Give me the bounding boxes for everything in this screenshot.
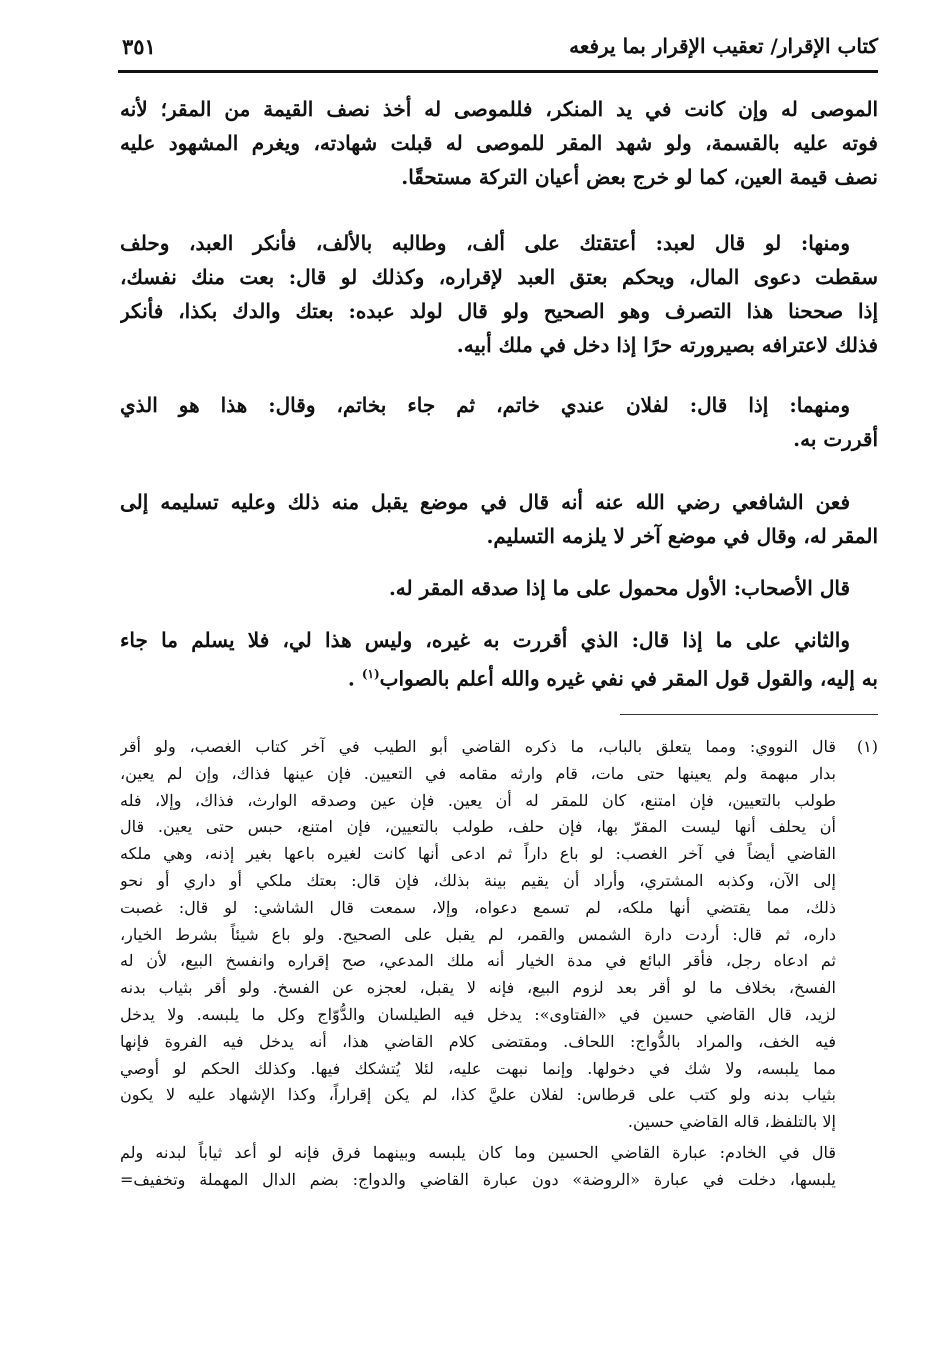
footnote-line: إلا بالتلفظ، قاله القاضي حسين. <box>627 1112 836 1132</box>
footnote-line: لزيد، قال القاضي حسين في «الفتاوى»: يدخل فيه الطيلسان والدُّوّاج وكل ما يلبسه. ولا يدخل <box>120 1004 836 1024</box>
footnote-line: بثياب بدنه ولو كتب على قرطاس: لفلان عليَّ كذا، لم يكن إقراراً، وكذا الإشهاد عليه لا يكون <box>120 1085 836 1105</box>
paragraph-6 <box>120 623 878 691</box>
footnote-line: ذلك، مما يقتضي أنها ملكه، لم تسمع دعواه، وإلا، سمعت قال الشاشي: لو قال: غصبت <box>120 897 836 917</box>
text-line: قال الأصحاب: الأول محمول على ما إذا صدقه المقر له. <box>388 576 850 600</box>
footnote-number: (١) <box>856 737 878 756</box>
footnote-ref[interactable]: (١) <box>361 667 380 681</box>
paragraph-1 <box>120 92 878 194</box>
paragraph-5 <box>120 571 878 605</box>
text-line: إذا صححنا هذا التصرف وهو الصحيح ولو قال لولد عبده: بعتك والدك بكذا، فأنكر <box>120 299 878 323</box>
footnote-line: الفسخ، بخلاف ما لو أقر بعد لزوم البيع، فإنه لا يقبل، لعجزه عن الفسخ. ولو أقر بثياب بدنه <box>120 978 836 998</box>
period: . <box>347 666 355 691</box>
footnote-line: داره، ثم قال: أردت دارة الشمس والقمر، لم يقبل على الصحيح. ولو باع شيئاً بشرط الخيار، <box>120 924 836 944</box>
text-line: سقطت دعوى المال، ويحكم بعتق العبد لإقراره، وكذلك لو قال: بعت منك نفسك، <box>120 265 878 289</box>
page-number: ٣٥١ <box>122 34 156 59</box>
footnote-line: بدار مبهمة ولم يعينها حتى مات، قام وارثه مقامه في التعيين. فإن عينها فذاك، وإن لم يعين، <box>120 763 836 783</box>
text-segment: به إليه، والقول قول المقر في نفي غيره والله أعلم بالصواب <box>379 666 878 691</box>
running-header-title: كتاب الإقرار/ تعقيب الإقرار بما يرفعه <box>569 34 878 58</box>
text-line: فوته عليه بالقسمة، ولو شهد المقر للموصى له قبلت شهادته، ويغرم المشهود عليه <box>120 131 878 155</box>
footnote-line: فيه الخف، والمراد بالدُّواج: اللحاف. ومقتضى كلام القاضي هذا، أنه يدخل فيه الفروة فإنها <box>120 1031 836 1051</box>
footnote-line: يلبسها، دخلت في عبارة «الروضة» دون عبارة القاضي والدواج: بضم الدال المهملة وتخفيف= <box>120 1169 836 1189</box>
header-rule <box>118 70 878 73</box>
footnote-line: ثم ادعاه رجل، فأقر البائع في مدة الخيار أنه ملك المدعي، صح إقراره وانفسخ البيع، لأن له <box>120 951 836 971</box>
footnote-line: أن يحلف أنها ليست المقرّ بها، فإن حلف، طولب بالتعيين، فإن امتنع، حبس حتى يعين. قال <box>120 817 836 837</box>
text-line: أقررت به. <box>793 427 878 451</box>
text-line: الموصى له وإن كانت في يد المنكر، فللموصى له أخذ نصف القيمة من المقر؛ لأنه <box>120 97 878 121</box>
footnote-line: مما يلبسه، ولا شك في دخولها. وإنما نبهت عليه، لئلا يُتشكك فيها. وكذلك الحكم لو أوصي <box>120 1058 836 1078</box>
paragraph-2 <box>120 226 878 362</box>
text-line <box>120 657 878 691</box>
footnote-line: إلى الآن، وكذبه المشتري، وأراد أن يقيم بينة بذلك، فإن قال: بعتك ملكي أو داري أو نحو <box>120 870 836 890</box>
footnote-line: القاضي أيضاً في آخر الغصب: لو باع داراً ثم ادعى أنها كانت لغيره باعها بغير إذنه، وهي ملكه <box>120 844 836 864</box>
text-line: المقر له، وقال في موضع آخر لا يلزمه التسليم. <box>486 524 878 548</box>
footnote-body-continued <box>120 1140 836 1194</box>
footnote-line: قال النووي: ومما يتعلق بالباب، ما ذكره القاضي أبو الطيب في آخر كتاب الغصب، ولو أقر <box>120 737 836 756</box>
text-line: والثاني على ما إذا قال: الذي أقررت به غيره، وليس هذا لي، فلا يسلم ما جاء <box>120 628 850 652</box>
paragraph-4 <box>120 485 878 553</box>
footnote-rule <box>620 714 878 715</box>
text-line: فعن الشافعي رضي الله عنه أنه قال في موضع يقبل منه ذلك وعليه تسليمه إلى <box>120 490 850 514</box>
footnote-line: طولب بالتعيين، فإن امتنع، كان للمقر له أن يعين. فإن عين وصدقه الوارث، فذاك، وإلا، فله <box>120 790 836 810</box>
text-line: ومنها: لو قال لعبد: أعتقتك على ألف، وطالبه بالألف، فأنكر العبد، وحلف <box>120 231 850 255</box>
paragraph-3 <box>120 388 878 456</box>
footnote-body <box>120 734 836 1136</box>
text-line: فذلك لاعترافه بصيرورته حرًا إذا دخل في ملك أبيه. <box>456 333 878 357</box>
text-line: ومنهما: إذا قال: لفلان عندي خاتم، ثم جاء بخاتم، وقال: هذا هو الذي <box>120 393 850 417</box>
text-line: نصف قيمة العين، كما لو خرج بعض أعيان التركة مستحقًا. <box>401 165 878 189</box>
footnote-line: قال في الخادم: عبارة القاضي الحسين وما كان يلبسه وبينهما فرق فإنه لو أعد ثياباً لبدنه ولم <box>120 1143 836 1162</box>
